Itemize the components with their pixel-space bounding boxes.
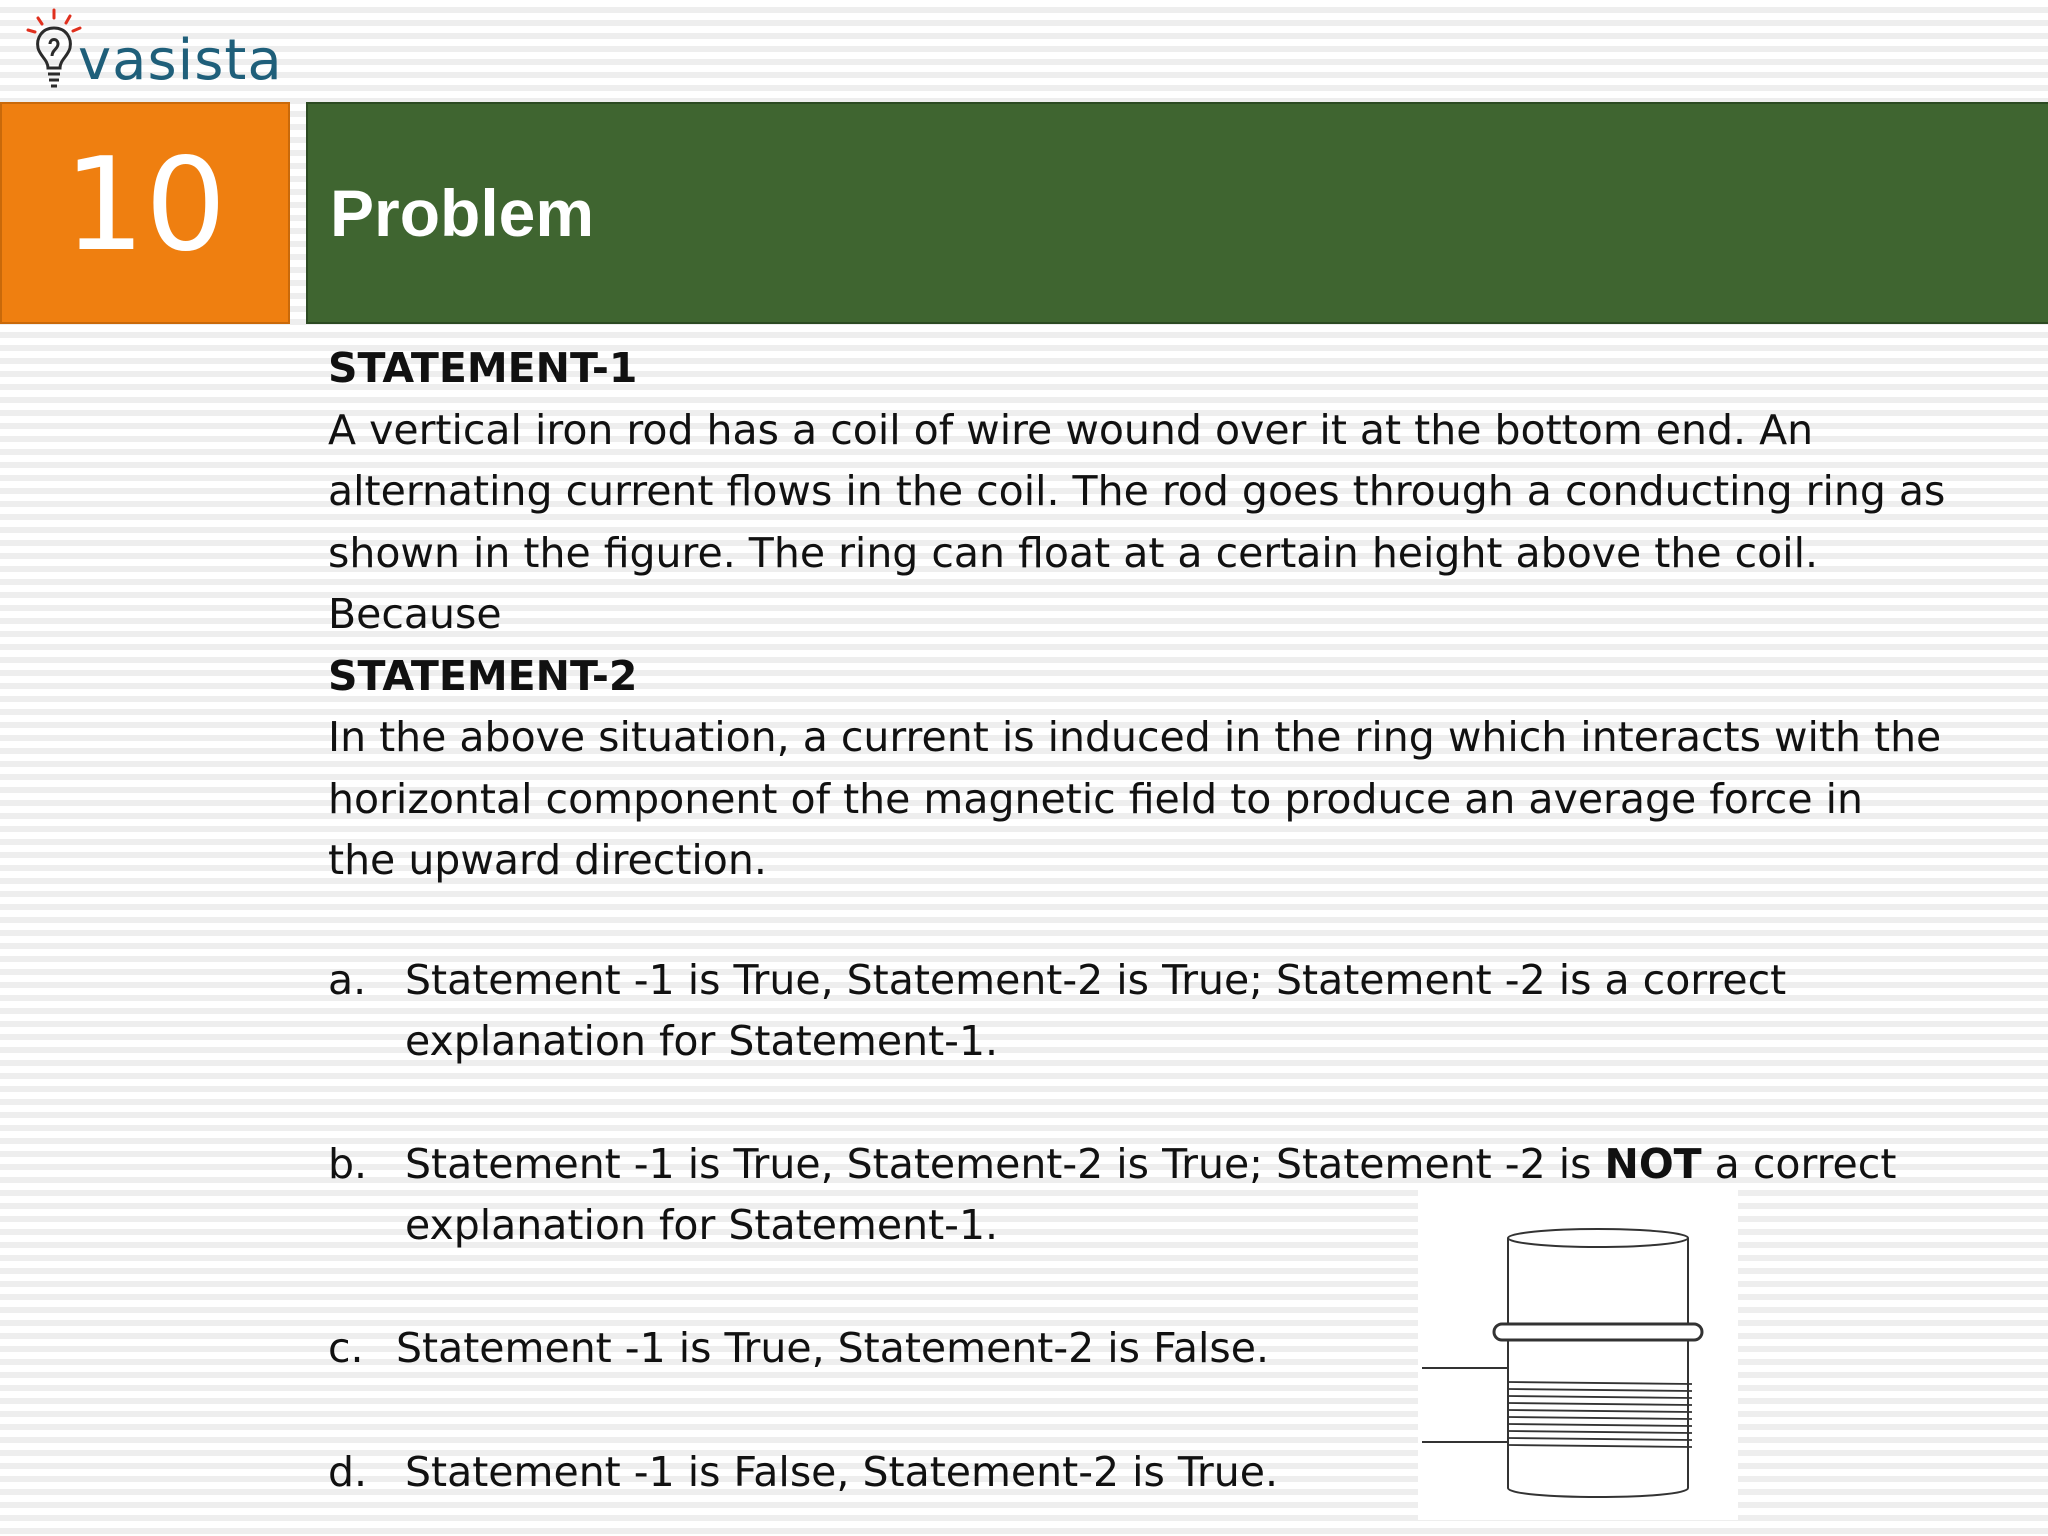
problem-text — [328, 338, 2008, 892]
statement1-line: Because — [328, 590, 502, 638]
statement2-line: the upward direction. — [328, 836, 767, 884]
statement1-line: alternating current flows in the coil. The rod goes through a conducting ring as — [328, 467, 1946, 515]
rod-top — [1508, 1229, 1688, 1247]
option-d-line1: Statement -1 is False, Statement-2 is True. — [405, 1448, 1279, 1496]
title-bar — [306, 102, 2048, 324]
option-c-letter: c. — [328, 1324, 364, 1372]
option-b-line1 — [405, 1134, 1896, 1196]
statement1-line: A vertical iron rod has a coil of wire wound over it at the bottom end. An — [328, 405, 1814, 454]
statement2-heading: STATEMENT-2 — [328, 651, 638, 700]
slide-title: Problem — [330, 176, 595, 250]
option-a-letter: a. — [328, 956, 367, 1004]
statement1-line: shown in the figure. The ring can float at a certain height above the coil. — [328, 528, 1819, 577]
slide-number-box — [0, 102, 290, 324]
coil-windings — [1508, 1382, 1692, 1447]
coil-rod-ring-diagram — [1418, 1190, 1738, 1520]
option-a-line1: Statement -1 is True, Statement-2 is True; Statement -2 is a correct — [405, 956, 1787, 1004]
statement2-line: horizontal component of the magnetic field to produce an average force in — [328, 774, 1863, 823]
option-a-line2: explanation for Statement-1. — [405, 1017, 999, 1065]
option-b-text-post: a correct — [1701, 1140, 1897, 1188]
option-b-text-pre: Statement -1 is True, Statement-2 is True; Statement -2 is — [405, 1140, 1605, 1188]
logo-wordmark: vasista — [78, 28, 283, 93]
option-b-letter: b. — [328, 1140, 368, 1188]
option-b-not: NOT — [1604, 1140, 1702, 1188]
option-b-line2: explanation for Statement-1. — [405, 1201, 999, 1249]
conducting-ring — [1494, 1324, 1702, 1340]
slide-number: 10 — [63, 131, 227, 280]
statement1-heading: STATEMENT-1 — [328, 344, 638, 392]
vasista-logo — [20, 4, 290, 96]
option-d-letter: d. — [328, 1448, 368, 1496]
statement2-line: In the above situation, a current is induced in the ring which interacts with the — [328, 713, 1942, 761]
coil-ring-figure — [1418, 1190, 1738, 1520]
option-c-line1: Statement -1 is True, Statement-2 is False. — [396, 1324, 1270, 1372]
rod-bottom — [1508, 1488, 1688, 1497]
